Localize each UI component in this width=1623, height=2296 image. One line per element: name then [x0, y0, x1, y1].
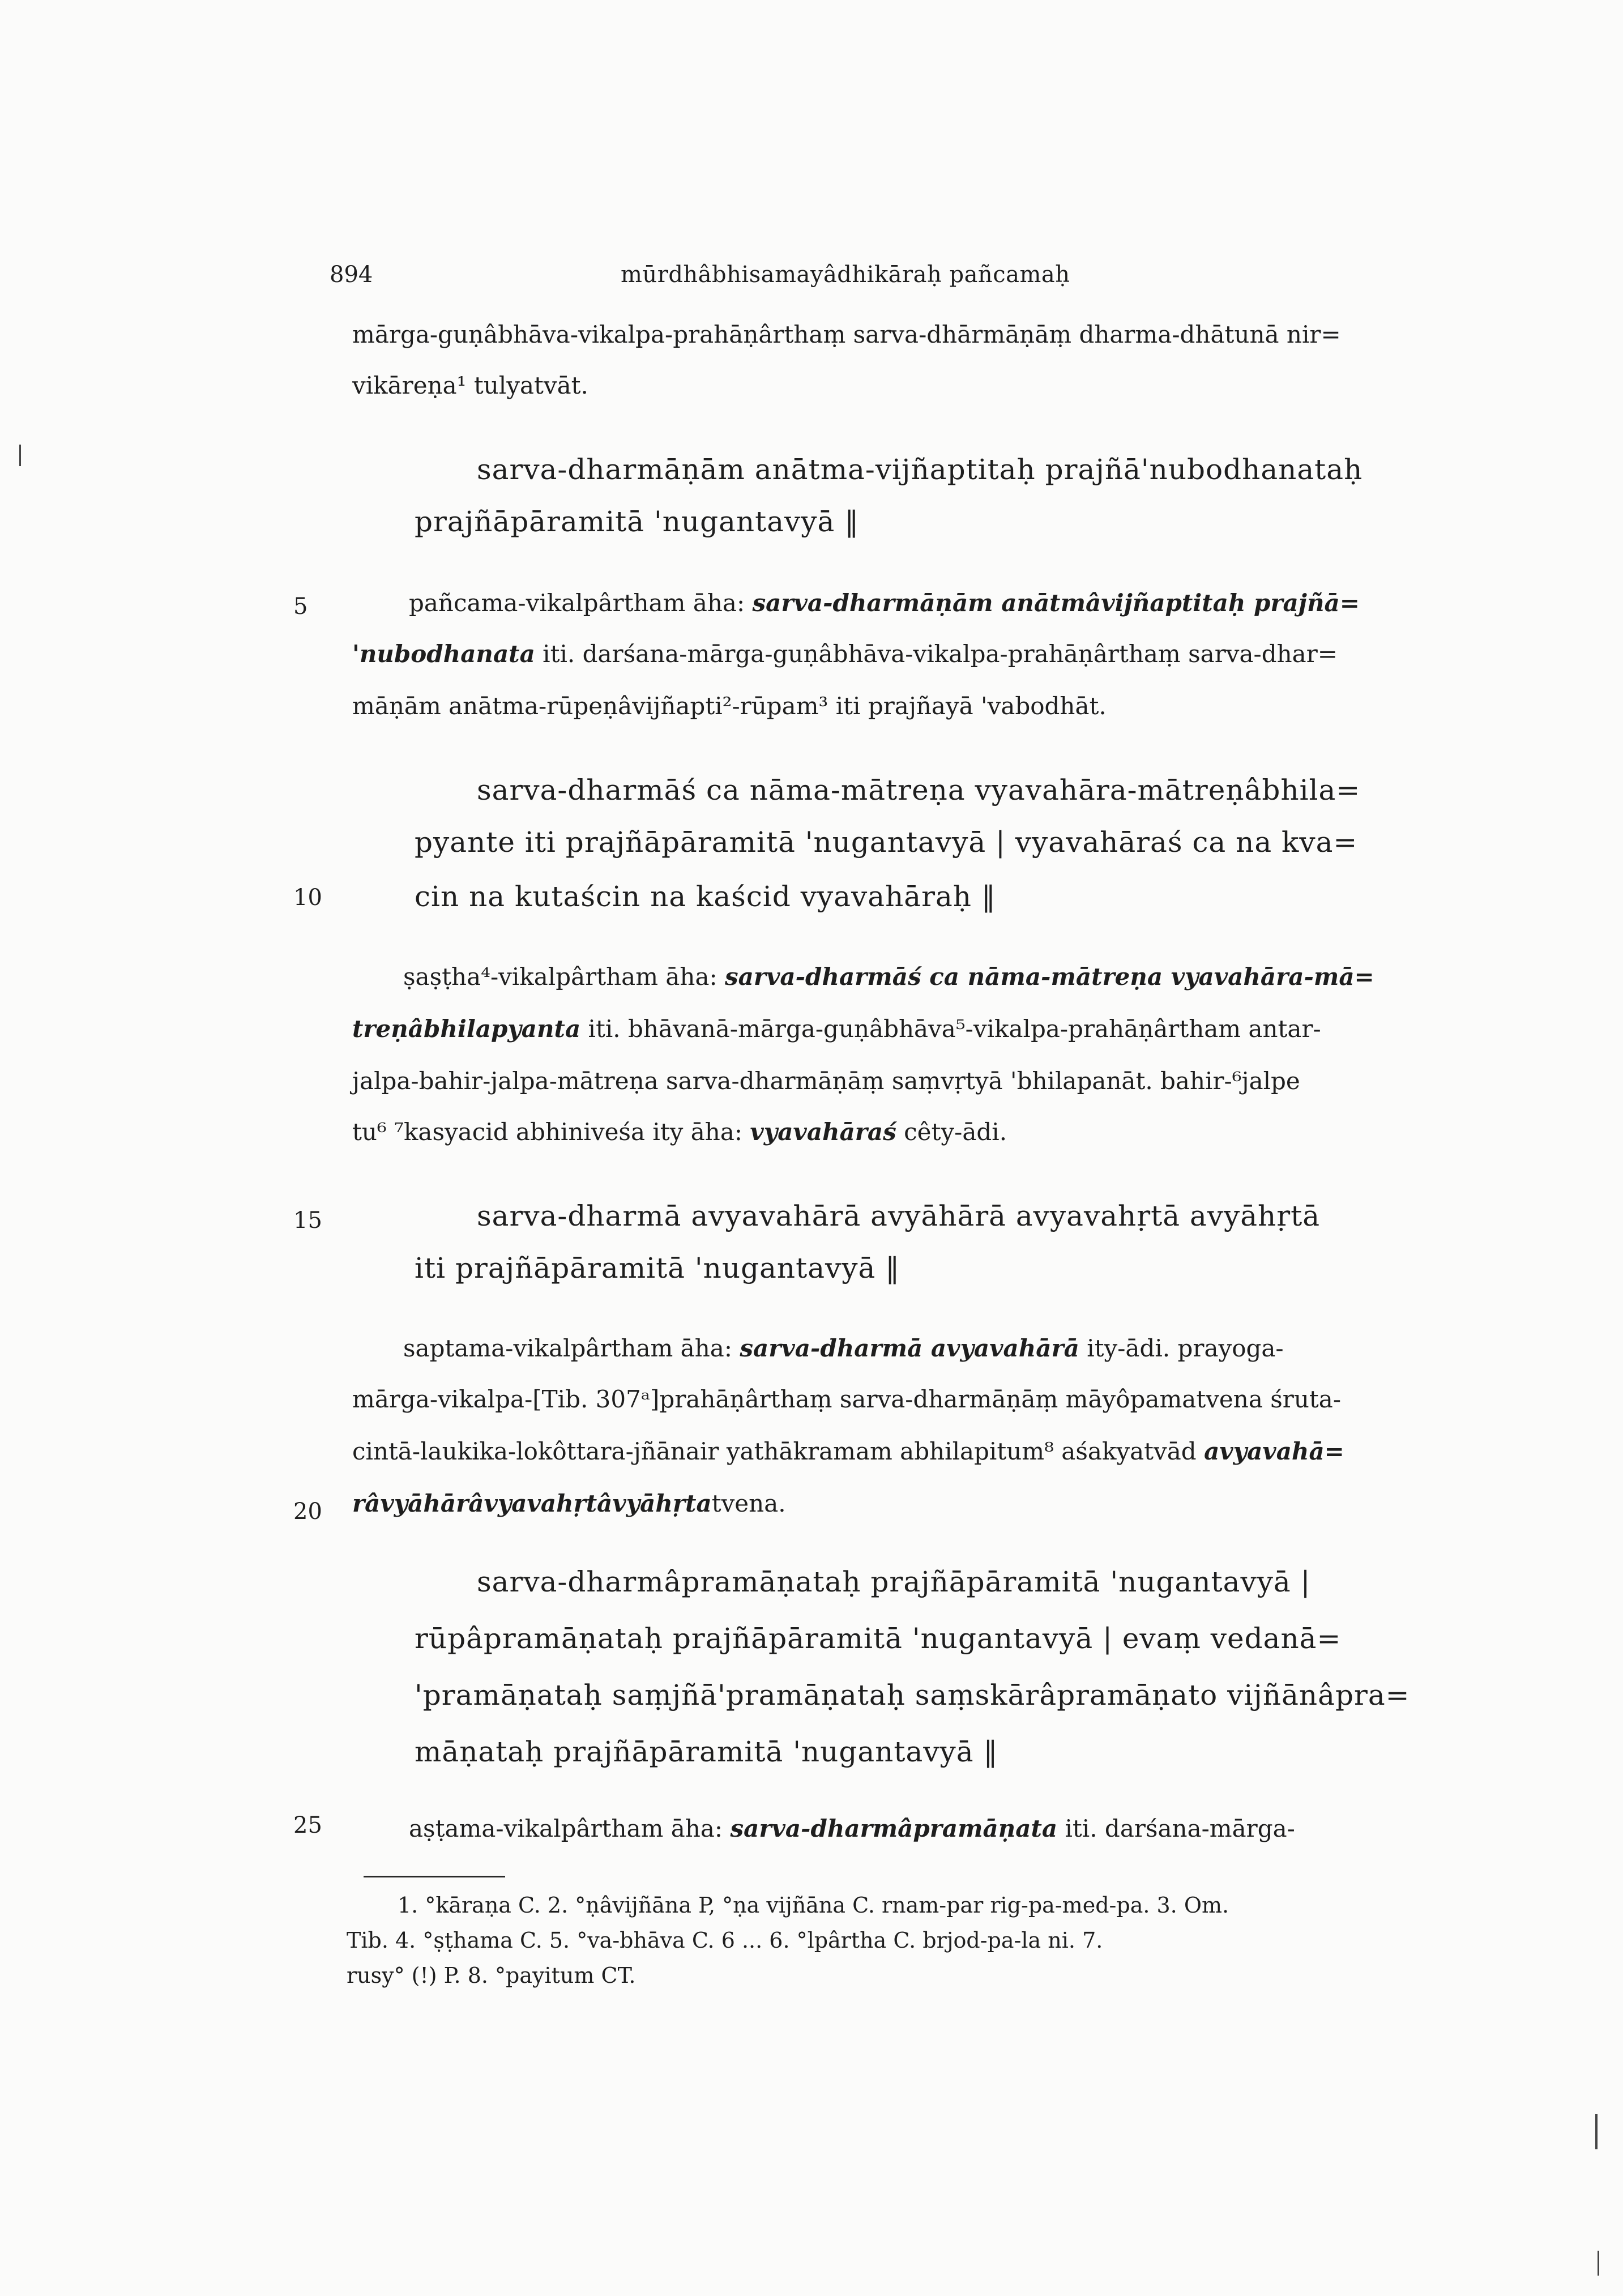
text-run: saptama-vikalpârtham āha:: [403, 1334, 732, 1362]
text-run: pañcama-vikalpârtham āha:: [409, 589, 745, 617]
running-head: mūrdhâbhisamayâdhikāraḥ pañcamaḥ: [621, 262, 1070, 288]
text-run: iti. darśana-mārga-: [1065, 1815, 1295, 1842]
text-run: cêty-ādi.: [904, 1118, 1007, 1146]
footnote-line: Tib. 4. °ṣṭhama C. 5. °va-bhāva C. 6 ... 6. °lpârtha C. brjod-pa-la ni. 7.: [347, 1928, 1103, 1953]
commentary-line: [409, 1815, 1295, 1842]
text-run: cintā-laukika-lokôttara-jñānair yathākramam abhilapitum⁸ aśakyatvād: [352, 1437, 1197, 1465]
commentary-line: [352, 321, 1440, 348]
line-number-20: 20: [293, 1499, 322, 1525]
footnote-rule: [364, 1876, 505, 1877]
commentary-line: [352, 1437, 1344, 1465]
scan-mark: [19, 445, 21, 466]
text-run: iti. bhāvanā-mārga-guṇâbhāva⁵-vikalpa-prahāṇârtham antar-: [588, 1015, 1321, 1043]
cited-text: sarva-dharmāṇām anātmâvijñaptitaḥ prajñā=: [752, 589, 1360, 617]
scan-mark: [1595, 2114, 1598, 2149]
commentary-line: [403, 963, 1374, 991]
commentary-line: [352, 1490, 786, 1517]
cited-text: sarva-dharmâpramāṇata: [730, 1815, 1058, 1842]
verse-line: sarva-dharmā avyavahārā avyāhārā avyavahṛtā avyāhṛtā: [477, 1200, 1321, 1232]
text-run: tvena.: [711, 1490, 786, 1517]
verse-line: pyante iti prajñāpāramitā 'nugantavyā | vyavahāraś ca na kva=: [415, 826, 1358, 859]
cited-text: 'nubodhanata: [352, 640, 535, 668]
text-run: ity-ādi. prayoga-: [1087, 1334, 1284, 1362]
cited-text: sarva-dharmāś ca nāma-mātreṇa vyavahāra-mā=: [725, 963, 1374, 991]
cited-text: treṇâbhilapyanta: [352, 1015, 581, 1043]
footnote-line: rusy° (!) P. 8. °payitum CT.: [347, 1963, 636, 1988]
commentary-line: vikāreṇa¹ tulyatvāt.: [352, 372, 588, 399]
verse-line: prajñāpāramitā 'nugantavyā ‖: [415, 505, 860, 538]
page-number: 894: [330, 262, 373, 288]
verse-line: māṇataḥ prajñāpāramitā 'nugantavyā ‖: [415, 1735, 998, 1768]
line-number-15: 15: [293, 1207, 322, 1234]
commentary-line: jalpa-bahir-jalpa-mātreṇa sarva-dharmāṇāṃ saṃvṛtyā 'bhilapanāt. bahir-⁶jalpe: [352, 1067, 1300, 1095]
commentary-line: mārga-vikalpa-[Tib. 307ᵃ]prahāṇârthaṃ sarva-dharmāṇāṃ māyôpamatvena śruta-: [352, 1385, 1342, 1413]
footnote-line: 1. °kāraṇa C. 2. °ṇâvijñāna P, °ṇa vijñāna C. rnam-par rig-pa-med-pa. 3. Om.: [398, 1893, 1229, 1918]
verse-line: sarva-dharmâpramāṇataḥ prajñāpāramitā 'nugantavyā |: [477, 1565, 1311, 1598]
verse-line: sarva-dharmāś ca nāma-mātreṇa vyavahāra-mātreṇâbhila=: [477, 774, 1361, 806]
text-run: ṣaṣṭha⁴-vikalpârtham āha:: [403, 963, 717, 991]
commentary-line: māṇām anātma-rūpeṇâvijñapti²-rūpam³ iti prajñayā 'vabodhāt.: [352, 692, 1107, 720]
cited-text: râvyāhārâvyavahṛtâvyāhṛta: [352, 1490, 712, 1517]
line-number-5: 5: [293, 594, 308, 620]
commentary-line: [352, 640, 1338, 668]
text-run: tu⁶ ⁷kasyacid abhiniveśa ity āha:: [352, 1118, 743, 1146]
cited-text: vyavahāraś: [750, 1118, 896, 1146]
commentary-line: [403, 1334, 1284, 1362]
verse-line: sarva-dharmāṇām anātma-vijñaptitaḥ prajñā'nubodhanataḥ: [477, 453, 1363, 486]
commentary-line: [409, 589, 1360, 617]
scan-mark: [1598, 2251, 1599, 2276]
cited-text: avyavahā=: [1204, 1437, 1344, 1465]
text-run: iti. darśana-mārga-guṇâbhāva-vikalpa-prahāṇârthaṃ sarva-dhar=: [543, 640, 1338, 668]
commentary-line: [352, 1118, 1007, 1146]
line-number-10: 10: [293, 885, 322, 911]
verse-line: iti prajñāpāramitā 'nugantavyā ‖: [415, 1252, 900, 1284]
verse-line: cin na kutaścin na kaścid vyavahāraḥ ‖: [415, 880, 996, 913]
commentary-line: [352, 1015, 1321, 1043]
line-number-25: 25: [293, 1812, 322, 1838]
verse-line: 'pramāṇataḥ saṃjñā'pramāṇataḥ saṃskārâpramāṇato vijñānâpra=: [415, 1679, 1410, 1712]
cited-text: sarva-dharmā avyavahārā: [740, 1334, 1079, 1362]
text-run: mārga-guṇâbhāva-vikalpa-prahāṇârthaṃ sarva-dhārmāṇāṃ dharma-dhātunā nir=: [352, 321, 1341, 348]
text-run: aṣṭama-vikalpârtham āha:: [409, 1815, 723, 1842]
verse-line: rūpâpramāṇataḥ prajñāpāramitā 'nugantavyā | evaṃ vedanā=: [415, 1622, 1342, 1655]
